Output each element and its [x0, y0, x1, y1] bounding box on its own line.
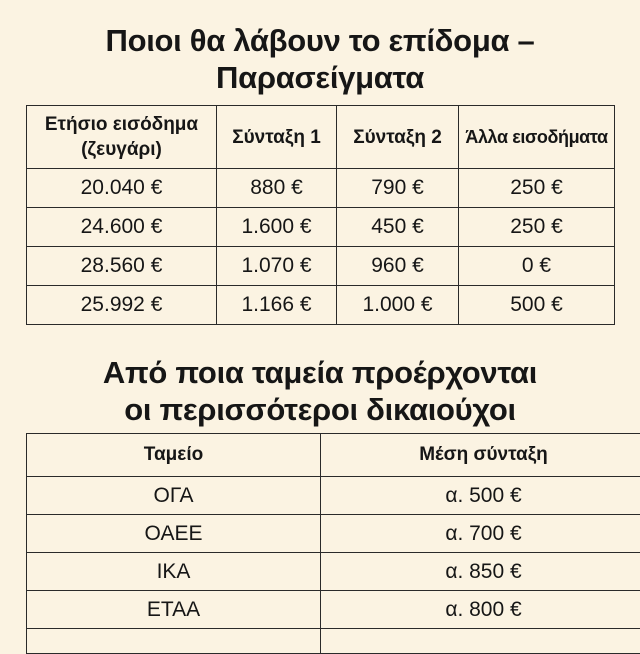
cell-other-income: 250 €	[459, 208, 615, 247]
cell-other-income: 250 €	[459, 169, 615, 208]
table-row	[27, 515, 640, 553]
funds-title	[0, 354, 640, 428]
table-row	[27, 286, 615, 325]
table-row	[27, 477, 640, 515]
cell-other-income: 500 €	[459, 286, 615, 325]
funds-title-line1: Από ποια ταμεία προέρχονται	[103, 355, 537, 390]
funds-header-row	[27, 434, 640, 477]
examples-header-row	[27, 106, 615, 169]
funds-title-line2: οι περισσότεροι δικαιούχοι	[124, 392, 516, 427]
cell-income: 20.040 €	[27, 169, 217, 208]
cell-fund-empty	[27, 629, 321, 654]
cell-pension-1: 1.070 €	[217, 247, 337, 286]
cell-income: 25.992 €	[27, 286, 217, 325]
table-row	[27, 169, 615, 208]
cell-average-pension: α. 850 €	[321, 553, 640, 591]
header-pension-2: Σύνταξη 2	[337, 106, 459, 169]
header-annual-income-line2: (ζευγάρι)	[81, 139, 162, 160]
cell-other-income: 0 €	[459, 247, 615, 286]
header-fund: Ταμείο	[27, 434, 321, 477]
cell-income: 28.560 €	[27, 247, 217, 286]
table-row	[27, 208, 615, 247]
cell-income: 24.600 €	[27, 208, 217, 247]
cell-pension-2: 1.000 €	[337, 286, 459, 325]
table-row-cut-off	[27, 629, 640, 654]
cell-average-pension-empty	[321, 629, 640, 654]
examples-table	[26, 105, 615, 325]
cell-fund: ΕΤΑΑ	[27, 591, 321, 629]
header-annual-income-line1: Ετήσιο εισόδημα	[45, 114, 198, 135]
cell-pension-2: 960 €	[337, 247, 459, 286]
header-average-pension: Μέση σύνταξη	[321, 434, 640, 477]
header-pension-1: Σύνταξη 1	[217, 106, 337, 169]
cell-pension-1: 1.600 €	[217, 208, 337, 247]
funds-table	[26, 433, 640, 654]
cell-fund: ΙΚΑ	[27, 553, 321, 591]
cell-pension-1: 880 €	[217, 169, 337, 208]
cell-average-pension: α. 800 €	[321, 591, 640, 629]
examples-title-line1: Ποιοι θα λάβουν το επίδομα –	[106, 23, 535, 58]
cell-fund: ΟΑΕΕ	[27, 515, 321, 553]
cell-pension-2: 790 €	[337, 169, 459, 208]
cell-pension-2: 450 €	[337, 208, 459, 247]
cell-average-pension: α. 500 €	[321, 477, 640, 515]
examples-title	[0, 22, 640, 96]
table-row	[27, 591, 640, 629]
examples-title-line2: Παρασείγματα	[216, 60, 424, 95]
table-row	[27, 247, 615, 286]
cell-average-pension: α. 700 €	[321, 515, 640, 553]
table-row	[27, 553, 640, 591]
cell-fund: ΟΓΑ	[27, 477, 321, 515]
header-annual-income	[27, 106, 217, 169]
header-other-income: Άλλα εισοδήματα	[459, 106, 615, 169]
cell-pension-1: 1.166 €	[217, 286, 337, 325]
